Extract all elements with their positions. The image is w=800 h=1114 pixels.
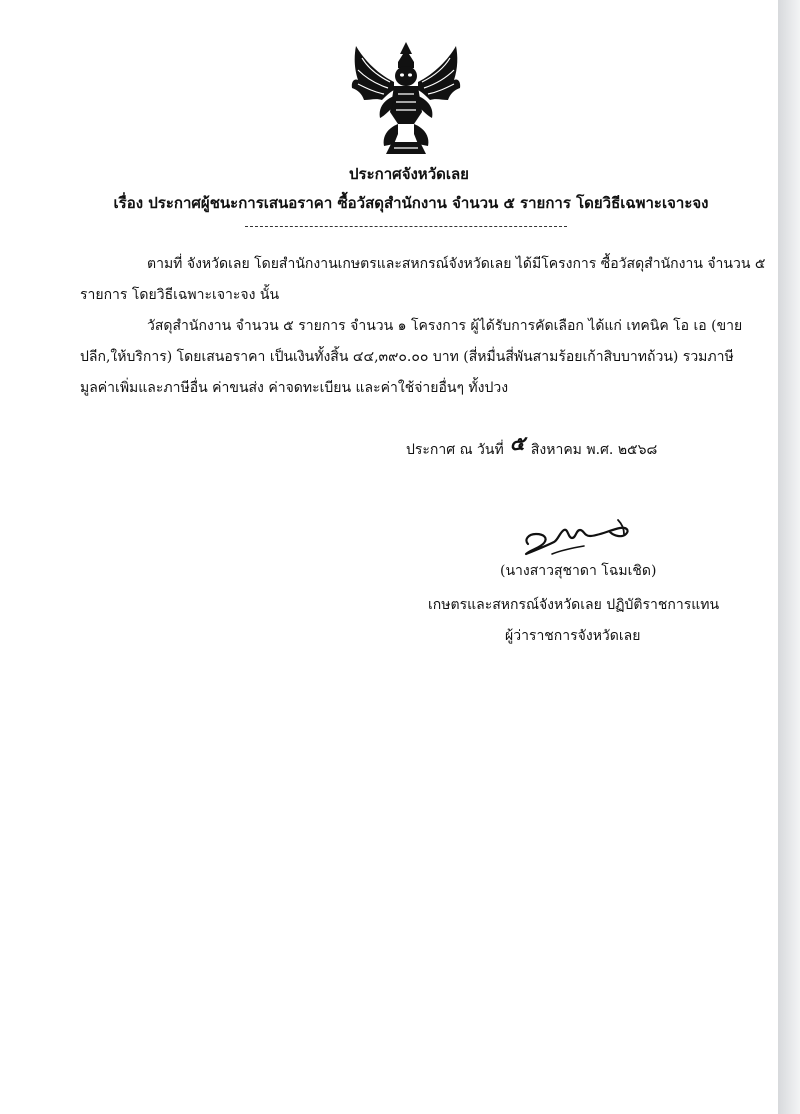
- body-line: ตามที่ จังหวัดเลย โดยสำนักงานเกษตรและสหกรณ์จังหวัดเลย ได้มีโครงการ ซื้อวัสดุสำนักงาน จำนวน ๕: [147, 256, 766, 272]
- signatory-role: เกษตรและสหกรณ์จังหวัดเลย ปฏิบัติราชการแทน: [428, 597, 720, 613]
- body-line: มูลค่าเพิ่มและภาษีอื่น ค่าขนส่ง ค่าจดทะเบียน และค่าใช้จ่ายอื่นๆ ทั้งปวง: [80, 380, 509, 396]
- signatory-name: (นางสาวสุชาดา โฉมเชิด): [500, 563, 657, 579]
- document-title: ประกาศจังหวัดเลย: [349, 165, 469, 183]
- garuda-emblem-icon: [348, 38, 464, 156]
- body-line: วัสดุสำนักงาน จำนวน ๕ รายการ จำนวน ๑ โครงการ ผู้ได้รับการคัดเลือก ได้แก่ เทคนิค โอ เอ (ขาย: [147, 318, 743, 334]
- signatory-role-continued: ผู้ว่าราชการจังหวัดเลย: [505, 628, 641, 644]
- announcement-date: [406, 431, 657, 463]
- page-edge-shadow: [778, 0, 800, 1114]
- date-month-year: สิงหาคม พ.ศ. ๒๕๖๘: [530, 442, 658, 458]
- document-subject: เรื่อง ประกาศผู้ชนะการเสนอราคา ซื้อวัสดุสำนักงาน จำนวน ๕ รายการ โดยวิธีเฉพาะเจาะจง: [113, 194, 709, 212]
- title-divider: [245, 226, 567, 227]
- date-prefix: ประกาศ ณ วันที่: [406, 442, 504, 458]
- body-line: รายการ โดยวิธีเฉพาะเจาะจง นั้น: [80, 287, 280, 303]
- body-line: ปลีก,ให้บริการ) โดยเสนอราคา เป็นเงินทั้งสิ้น ๔๔,๓๙๐.๐๐ บาท (สี่หมื่นสี่พันสามร้อยเก้าสิบบาทถ้วน) รวมภาษี: [80, 349, 734, 365]
- date-day-handwritten: ๕: [509, 431, 525, 455]
- handwritten-signature: [514, 510, 638, 558]
